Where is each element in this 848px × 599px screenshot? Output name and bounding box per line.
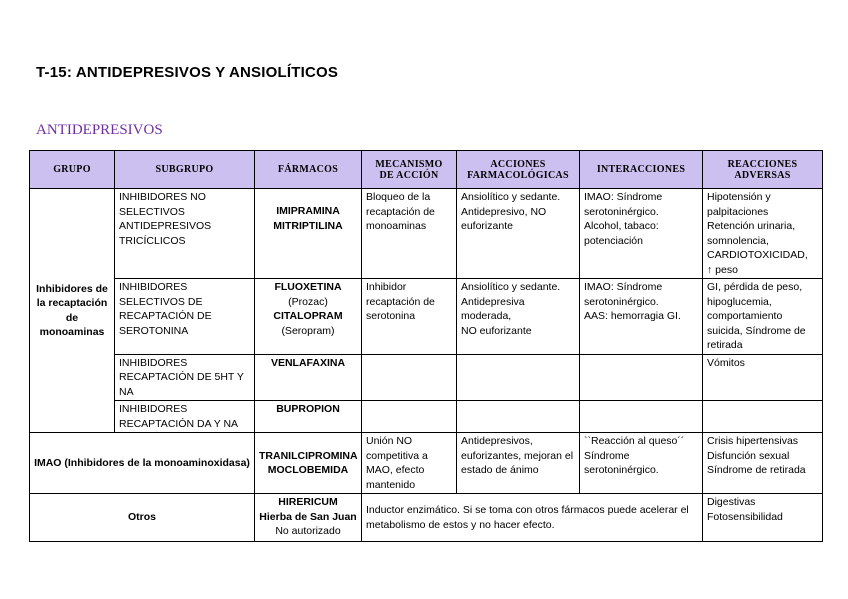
header-reacciones-line1: REACCIONES	[727, 158, 798, 170]
table-row	[30, 279, 823, 355]
header-interacciones: INTERACCIONES	[580, 151, 703, 189]
farmacos-cell	[255, 279, 362, 355]
farmacos-cell	[255, 354, 362, 401]
mecanismo-cell: Inhibidor recaptación de serotonina	[362, 279, 457, 355]
header-reacciones-line2: ADVERSAS	[734, 169, 791, 181]
document-title: T-15: ANTIDEPRESIVOS Y ANSIOLÍTICOS	[36, 64, 339, 81]
reacciones-cell: Vómitos	[703, 354, 823, 401]
farmaco-name: BUPROPION	[276, 403, 340, 415]
farmaco-name: FLUOXETINA	[274, 281, 342, 293]
header-grupo: GRUPO	[30, 151, 115, 189]
antidepresivos-table	[29, 150, 823, 542]
reaccion-line: Fotosensibilidad	[707, 510, 783, 523]
reaccion-line: ↑ peso	[707, 263, 738, 276]
subgrupo-cell: INHIBIDORES RECAPTACIÓN DA Y NA	[115, 401, 255, 433]
reacciones-cell	[703, 401, 823, 433]
reaccion-line: Crisis hipertensivas	[707, 435, 799, 447]
header-acciones-line1: ACCIONES	[490, 158, 546, 170]
mecanismo-cell: Unión NO competitiva a MAO, efecto mantenido	[362, 433, 457, 494]
interaccion-line: Síndrome serotoninérgico.	[584, 449, 659, 476]
farmaco-name: HIRERICUM	[278, 496, 338, 508]
header-mecanismo	[362, 151, 457, 189]
interaccion-line: Alcohol, tabaco: potenciación	[584, 220, 659, 247]
header-subgrupo: SUBGRUPO	[115, 151, 255, 189]
farmacos-cell	[255, 433, 362, 494]
acciones-cell: Antidepresivos, euforizantes, mejoran el estado de ánimo	[457, 433, 580, 494]
interacciones-cell	[580, 279, 703, 355]
farmaco-name: VENLAFAXINA	[270, 356, 346, 369]
header-mecanismo-line2: DE ACCIÓN	[379, 169, 439, 181]
interacciones-cell	[580, 189, 703, 279]
subgrupo-cell: INHIBIDORES RECAPTACIÓN DE 5HT Y NA	[115, 354, 255, 401]
grupo-recaptacion-cell: Inhibidores de la recaptación de monoaminas	[30, 189, 115, 433]
header-acciones	[457, 151, 580, 189]
reacciones-cell: GI, pérdida de peso, hipoglucemia, comportamiento suicida, Síndrome de retirada	[703, 279, 823, 355]
reaccion-line: Disfunción sexual	[707, 449, 790, 462]
reacciones-cell	[703, 433, 823, 494]
header-reacciones	[703, 151, 823, 189]
acciones-cell	[457, 279, 580, 355]
reacciones-cell	[703, 189, 823, 279]
grupo-otros-cell: Otros	[30, 494, 255, 542]
reaccion-line: Síndrome de retirada	[707, 464, 806, 476]
acciones-cell	[457, 401, 580, 433]
header-acciones-line2: FARMACOLÓGICAS	[467, 169, 569, 181]
interacciones-cell	[580, 433, 703, 494]
grupo-imao-cell: IMAO (Inhibidores de la monoaminoxidasa)	[30, 433, 255, 494]
section-heading: ANTIDEPRESIVOS	[36, 122, 163, 138]
header-row	[30, 151, 823, 189]
table-row	[30, 189, 823, 279]
table-row	[30, 494, 823, 542]
mecanismo-acciones-merged-cell: Inductor enzimático. Si se toma con otros fármacos puede acelerar el metabolismo de estos y no hacer efecto.	[362, 494, 703, 542]
interaccion-line: AAS: hemorragia GI.	[584, 310, 681, 322]
reaccion-line: Digestivas	[707, 496, 756, 508]
farmaco-brand: (Seropram)	[281, 324, 335, 337]
mecanismo-cell	[362, 401, 457, 433]
interacciones-cell	[580, 354, 703, 401]
accion-line: NO euforizante	[461, 324, 532, 337]
subgrupo-cell: INHIBIDORES NO SELECTIVOS ANTIDEPRESIVOS TRICÍCLICOS	[115, 189, 255, 279]
subgrupo-cell: INHIBIDORES SELECTIVOS DE RECAPTACIÓN DE SEROTONINA	[115, 279, 255, 355]
reaccion-line: Hipotensión y palpitaciones	[707, 191, 771, 218]
mecanismo-cell: Bloqueo de la recaptación de monoaminas	[362, 189, 457, 279]
reaccion-line: Retención urinaria, somnolencia, CARDIOTOXICIDAD,	[707, 220, 808, 261]
interaccion-line: IMAO: Síndrome serotoninérgico.	[584, 191, 663, 218]
acciones-cell	[457, 354, 580, 401]
farmacos-cell	[255, 401, 362, 433]
farmaco-name: MITRIPTILINA	[273, 219, 343, 232]
farmaco-name: TRANILCIPROMINA	[259, 449, 358, 462]
farmacos-cell	[255, 494, 362, 542]
interacciones-cell	[580, 401, 703, 433]
farmacos-cell	[255, 189, 362, 279]
table-row	[30, 401, 823, 433]
farmaco-name: CITALOPRAM	[273, 310, 343, 322]
reacciones-cell	[703, 494, 823, 542]
accion-line: Antidepresiva moderada,	[461, 295, 525, 322]
farmaco-name: MOCLOBEMIDA	[267, 464, 349, 476]
table-row	[30, 433, 823, 494]
interaccion-line: IMAO: Síndrome serotoninérgico.	[584, 281, 663, 308]
farmaco-name: IMIPRAMINA	[276, 205, 340, 217]
table-row	[30, 354, 823, 401]
interaccion-line: ``Reacción al queso´´	[584, 435, 685, 447]
mecanismo-cell	[362, 354, 457, 401]
farmaco-note: No autorizado	[275, 525, 341, 537]
acciones-cell: Ansiolítico y sedante. Antidepresivo, NO euforizante	[457, 189, 580, 279]
farmaco-brand: (Prozac)	[288, 295, 328, 308]
accion-line: Ansiolítico y sedante.	[461, 281, 561, 293]
farmaco-name: Hierba de San Juan	[259, 510, 357, 523]
header-farmacos: FÁRMACOS	[255, 151, 362, 189]
header-mecanismo-line1: MECANISMO	[375, 158, 443, 170]
